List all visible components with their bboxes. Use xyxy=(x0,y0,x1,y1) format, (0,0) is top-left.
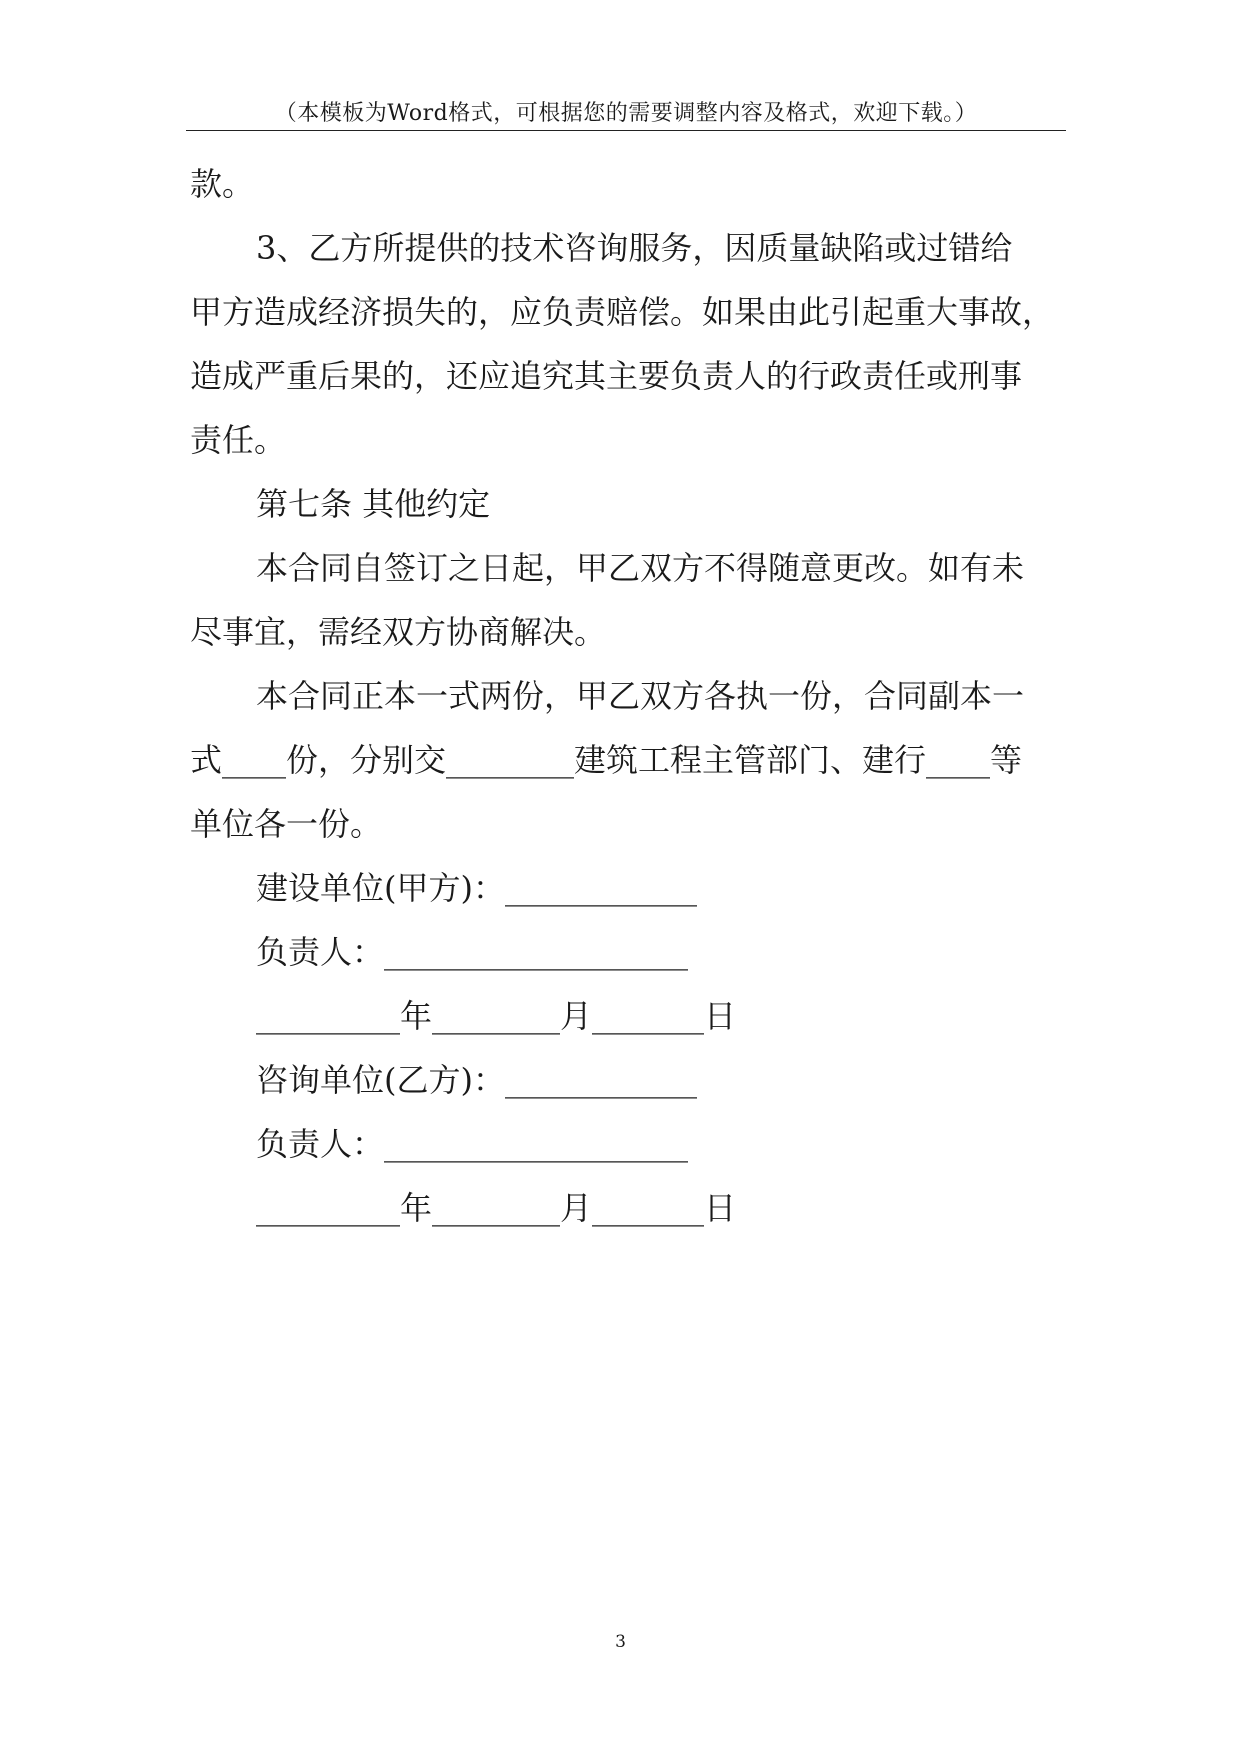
party-b-date-field: _________年________月_______日 xyxy=(256,1189,737,1227)
party-b-unit-field: 咨询单位(乙方)：____________ xyxy=(256,1061,697,1099)
body-line: 本合同自签订之日起，甲乙双方不得随意更改。如有未 xyxy=(256,549,1025,587)
body-line: 3、乙方所提供的技术咨询服务，因质量缺陷或过错给 xyxy=(256,229,1013,267)
party-a-unit-field: 建设单位(甲方)：____________ xyxy=(256,869,697,907)
party-a-responsible-field: 负责人：___________________ xyxy=(256,933,689,971)
page-header-note: （本模板为Word格式，可根据您的需要调整内容及格式，欢迎下载。） xyxy=(274,101,978,126)
body-line: 式____份，分别交________建筑工程主管部门、建行____等 xyxy=(190,741,1023,779)
page-number: 3 xyxy=(615,1632,626,1652)
header-divider xyxy=(186,130,1066,131)
body-line: 本合同正本一式两份，甲乙双方各执一份，合同副本一 xyxy=(256,677,1025,715)
body-line: 甲方造成经济损失的，应负责赔偿。如果由此引起重大事故， xyxy=(190,293,1055,331)
body-line: 单位各一份。 xyxy=(190,805,383,843)
section-heading: 第七条 其他约定 xyxy=(256,485,491,523)
party-b-responsible-field: 负责人：___________________ xyxy=(256,1125,689,1163)
body-line: 责任。 xyxy=(190,421,287,459)
party-a-date-field: _________年________月_______日 xyxy=(256,997,737,1035)
body-line: 款。 xyxy=(190,165,255,203)
body-line: 造成严重后果的，还应追究其主要负责人的行政责任或刑事 xyxy=(190,357,1023,395)
body-line: 尽事宜，需经双方协商解决。 xyxy=(190,613,607,651)
